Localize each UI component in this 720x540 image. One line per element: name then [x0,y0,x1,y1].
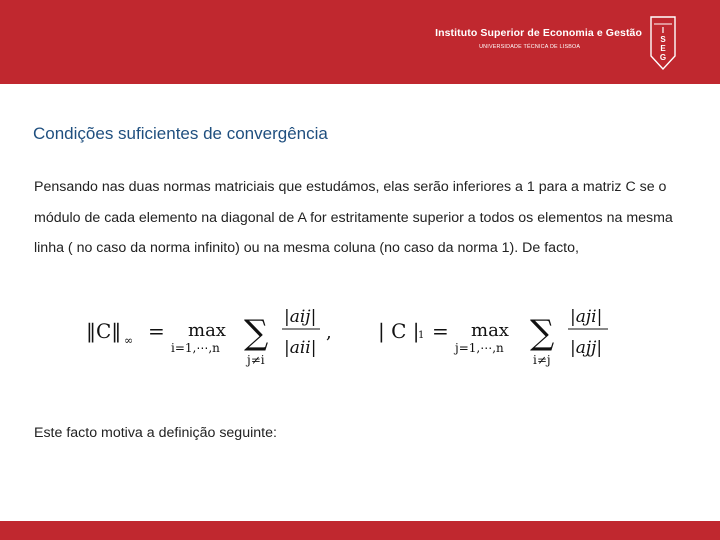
formula-right-numerator: |aji| [570,307,603,327]
logo-letter-e: E [660,44,666,53]
logo-letter-i: I [661,26,665,35]
footer-bar [0,521,720,540]
slide-title: Condições suficientes de convergência [33,124,328,143]
institution-logo-text [435,27,642,50]
header-bar [0,0,720,84]
norm-formula [80,298,640,374]
university-name: UNIVERSIDADE TÉCNICA DE LISBOA [479,44,581,50]
formula-right-norm: | C | [378,319,420,343]
formula-right-max: max [471,320,509,341]
formula-left-numerator: |aij| [284,307,317,327]
caption-text: Este facto motiva a definição seguinte: [34,425,277,441]
formula-right-denominator: |ajj| [570,338,603,358]
formula-right-max-sub: j=1,⋯,n [455,341,504,355]
iseg-shield-icon [650,16,676,70]
logo-letter-s: S [660,35,666,44]
formula-right-eq: = [432,319,449,343]
formula-left-sum-sub: j≠i [247,353,265,367]
formula-left-norm: ‖C‖ [86,319,122,343]
formula-comma: , [326,322,332,343]
formula-left-max: max [188,320,226,341]
formula-right-sum-sub: i≠j [533,353,551,367]
formula-left-denominator: |aii| [284,338,317,358]
formula-left-eq: = [148,319,165,343]
formula-right-sum: ∑ [530,313,555,353]
institution-name: Instituto Superior de Economia e Gestão [435,27,642,39]
body-paragraph: Pensando nas duas normas matriciais que estudámos, elas serão inferiores a 1 para a matriz C se o módulo de cada elemento na diagonal de A for estritamente superior a todos os elementos na mesma linha ( no caso da norma infinito) ou na mesma coluna (no caso da norma 1). De facto, [34,179,673,257]
formula-right-norm-sub: 1 [418,330,425,341]
formula-left-sum: ∑ [244,313,269,353]
formula-left-max-sub: i=1,⋯,n [171,341,220,355]
logo-letter-g: G [659,53,667,62]
formula-left-norm-sub: ∞ [124,334,134,347]
